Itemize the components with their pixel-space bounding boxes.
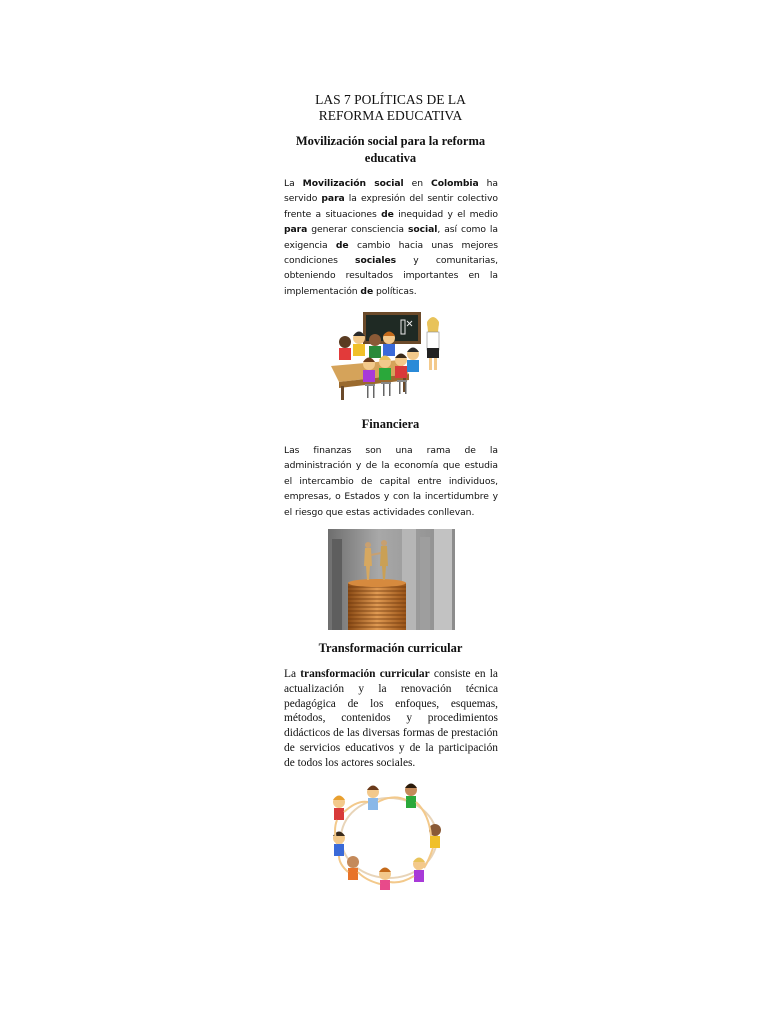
bold-run: de xyxy=(335,239,349,251)
text-run: , así como la exigencia xyxy=(284,224,498,251)
paragraph-movilizacion xyxy=(284,176,498,299)
text-run: cambio hacia unas mejores condiciones xyxy=(284,239,498,267)
text-run: políticas. xyxy=(373,285,417,297)
paragraph-transformacion-curricular xyxy=(284,667,498,771)
text-run: consiste en la actualización y la renovación técnica pedagógica de los enfoques, esquemas, métodos, contenidos y procedimientos didácticos de las diversas formas de prestación de servicios educativos y de la participación de todos los actores sociales. xyxy=(284,668,498,769)
section-heading-line-2: educativa xyxy=(364,150,417,165)
coins-handshake-photo-icon xyxy=(328,529,455,630)
section-heading-transformacion-curricular: Transformación curricular xyxy=(318,641,463,655)
classroom-illustration-icon xyxy=(329,308,451,404)
text-run: ha servido xyxy=(284,178,498,205)
bold-run: de xyxy=(360,285,374,297)
bold-run: para xyxy=(321,193,345,205)
text-run: inequidad y el medio xyxy=(393,208,498,220)
bold-run: transformación curricular xyxy=(300,668,430,680)
bold-run: social xyxy=(407,224,438,236)
text-run: La xyxy=(284,668,301,680)
document-title xyxy=(283,92,498,124)
bold-run: Movilización social xyxy=(302,178,404,189)
bold-run: para xyxy=(284,224,308,236)
bold-run: Colombia xyxy=(431,178,479,189)
text-run: en xyxy=(403,178,432,189)
bold-run: sociales xyxy=(355,255,397,267)
bold-run: de xyxy=(381,208,394,220)
section-heading-movilizacion xyxy=(283,133,498,166)
document-title-line-1: LAS 7 POLÍTICAS DE LA xyxy=(315,92,466,107)
text-run: generar consciencia xyxy=(307,224,408,236)
children-circle-illustration-icon xyxy=(313,780,465,894)
text-run: La xyxy=(284,178,303,189)
document-title-line-2: REFORMA EDUCATIVA xyxy=(318,108,463,123)
section-heading-financiera: Financiera xyxy=(361,417,420,431)
text-run: y comunitarias, obteniendo resultados importantes en la implementación xyxy=(284,255,498,297)
section-heading-line-1: Movilización social para la reforma xyxy=(295,134,486,148)
paragraph-financiera: Las finanzas son una rama de la administración y de la economía que estudia el intercambio de capital entre individuos, empresas, o Estados y con la incertidumbre y el riesgo que estas actividades conllevan. xyxy=(284,445,498,518)
text-run: la expresión del sentir colectivo frente a situaciones xyxy=(284,193,498,220)
